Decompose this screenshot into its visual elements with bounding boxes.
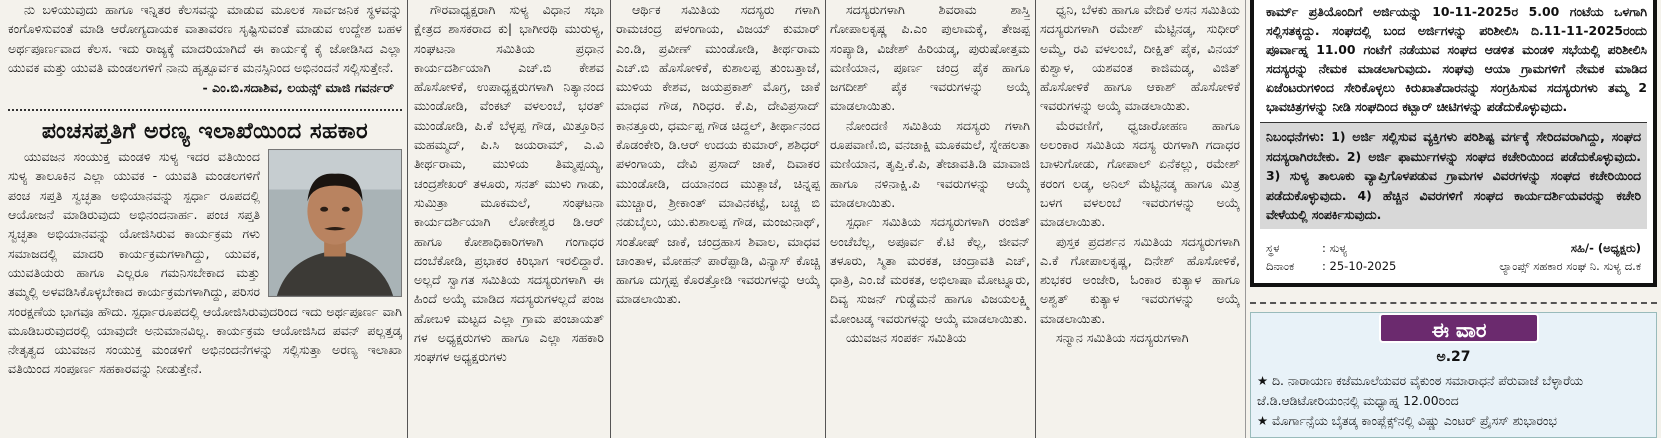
notice-conditions: ನಿಬಂಧನೆಗಳು: 1) ಅರ್ಜಿ ಸಲ್ಲಿಸುವ ವ್ಯಕ್ತಿಗಳು ಪರಿಶಿಷ್ಟ ವರ್ಗಕ್ಕೆ ಸೇರಿದವರಾಗಿದ್ದು, ಸಂಘದ ಸದಸ್ಯರಾಗಿರಬೇಕು. 2) ಅರ್ಜಿ ಫಾರ್ಮುಗಳನ್ನು ಸಂಘದ ಕಚೇರಿಯಿಂದ ಪಡೆದುಕೊಳ್ಳುವುದು. 3) ಸುಳ್ಯ ತಾಲೂಕು ವ್ಯಾಪ್ತಿಗೊಳಪಡುವ ಗ್ರಾಮಗಳ ವಿವರಗಳನ್ನು ಸಂಘದ ಕಚೇರಿಯಿಂದ ಪಡೆದುಕೊಳ್ಳುವುದು. 4) ಹೆಚ್ಚಿನ ವಿವರಗಳಿಗೆ ಸಂಘದ ಕಾರ್ಯದರ್ಶಿಯವರನ್ನು ಕಚೇರಿ ವೇಳೆಯಲ್ಲಿ ಸಂಪರ್ಕಿಸುವುದು. bbox=[1260, 122, 1647, 229]
signature-line: - ಎಂ.ಬಿ.ಸದಾಶಿವ, ಲಯನ್ಸ್ ಮಾಜಿ ಗವರ್ನರ್ bbox=[202, 80, 394, 96]
headline: ಪಂಚಸಪ್ತತಿಗೆ ಅರಣ್ಯ ಇಲಾಖೆಯಿಂದ ಸಹಕಾರ bbox=[41, 119, 369, 145]
article-paragraph: ಸ್ಪರ್ಧಾ ಸಮಿತಿಯ ಸದಸ್ಯರುಗಳಾಗಿ ರಂಜಿತ್ ಅಂಚೆಬೆಲ್ಲ, ಅಪೂರ್ವ ಕೆ.ಟಿ ಕೆಲ್ಲ, ಜೀವನ್ ತಳೂರು, ಸ್ಮಿತಾ ಮರಕತ, ಚಂದ್ರಾವತಿ ಎಚ್, ಧಾತ್ರಿ, ಎಂ.ಜೆ ಮರಕತ, ಅಭಿಲಾಷಾ ಮೋಟ್ನೂರು, ದಿವ್ಯ ಸುಜನ್ ಗುಡ್ಡೆಮನೆ ಹಾಗೂ ವಿಜಯಲಕ್ಷ್ಮಿ ಮೋಂಟಡ್ಕ ಇವರುಗಳನ್ನು ಆಯ್ಕೆ ಮಾಡಲಾಯಿತು. bbox=[830, 214, 1030, 326]
article-paragraph: ನು ಬಳಿಯುವುದು ಹಾಗೂ ಇನ್ನಿತರ ಕೆಲಸವನ್ನು ಮಾಡುವ ಮೂಲಕ ಸಾರ್ವಜನಿಕ ಸ್ಥಳವನ್ನು ಕಂಗೊಳಿಸುವಂತೆ ಮಾಡಿ ಆರೋಗ್ಯದಾಯಕ ವಾತಾವರಣ ಸೃಷ್ಟಿಸುವಂತೆ ಮಾಡುವ ಉದ್ದೇಶ ಬಹಳ ಅರ್ಥಪೂರ್ಣವಾದ ಕೆಲಸ. ಇದು ರಾಜ್ಯಕ್ಕೆ ಮಾದರಿಯಾಗಿದೆ ಈ ಕಾರ್ಯಕ್ಕೆ ಕೈ ಜೋಡಿಸಿದ ಎಲ್ಲಾ ಯುವಕ ಮತ್ತು ಯುವತಿ ಮಂಡಲಗಳಿಗೆ ನಾನು ಹೃತ್ಪೂರ್ವಕ ಮನಸ್ಸಿನಿಂದ ಅಭಿನಂದನೆ ಸಲ್ಲಿಸುತ್ತೇನೆ. bbox=[8, 2, 402, 75]
notice-column bbox=[1250, 0, 1657, 438]
ee-vaara-date: ಅ.27 bbox=[1436, 349, 1471, 365]
article-paragraph: ಆರ್ಥಿಕ ಸಮಿತಿಯ ಸದಸ್ಯರು ಗಳಾಗಿ ರಾಮಚಂದ್ರ ಪಳಂಗಾಯ, ವಿಜಯ್ ಕುಮಾರ್ ಎಂ.ಡಿ, ಪ್ರವೀಣ್ ಮುಂಡೋಡಿ, ತೀರ್ಥರಾಮ ಎಚ್.ಬಿ ಹೊಸೋಳಿಕೆ, ಕುಶಾಲಪ್ಪ ತುಂಬತ್ತಾಜೆ, ಮುಳಿಯ ಕೇಶವ, ಜಯಪ್ರಕಾಶ್ ಮೊಗ್ರ, ಜಾಕೆ ಮಾಧವ ಗೌಡ, ಗಿರಿಧರ. ಕೆ.ಪಿ, ದೇವಿಪ್ರಸಾದ್ ಕಾನತ್ತೂರು, ಧರ್ಮಪ್ಪ ಗೌಡ ಚಿದ್ದಲ್, ತೀರ್ಥಾನಂದ ಕೊಡಂಕೇರಿ, ಡಿ.ಆರ್ ಉದಯ ಕುಮಾರ್, ಶಶಿಧರ್ ಪಳಂಗಾಯ, ದೇವಿ ಪ್ರಸಾದ್ ಜಾಕೆ, ದಿವಾಕರ ಮುಂಡೋಡಿ, ದಯಾನಂದ ಮುತ್ಲಾಜೆ, ಚಿನ್ನಪ್ಪ ಮುಚ್ಚಾರ, ಶ್ರೀಕಾಂತ್ ಮಾವಿನಕಟ್ಟೆ, ಬಚ್ಚ ಬಿ ನಡುಬೈಲು, ಯು.ಕುಶಾಲಪ್ಪ ಗೌಡ, ಮಂಜುನಾಥ್, ಸಂತೋಷ್ ಜಾಕೆ, ಚಂದ್ರಹಾಸ ಶಿವಾಲ, ಮಾಧವ ಚಾಂತಾಳ, ಮೋಹನ್ ಪಾರೆಪ್ಪಾಡಿ, ವಿನ್ಯಾಸ್ ಕೊಚ್ಚಿ ಹಾಗೂ ದುಗ್ಗಪ್ಪ ಕೊರತ್ತೋಡಿ ಇವರುಗಳನ್ನು ಆಯ್ಕೆ ಮಾಡಲಾಯಿತು. bbox=[616, 2, 820, 307]
article-paragraph: ಸದಸ್ಯರುಗಳಾಗಿ ಶಿವರಾಮ ಶಾಸ್ತ್ರಿ ಗೋಪಾಲಕೃಷ್ಣ ಪಿ.ಎಂ ಪುಲಾಮಕ್ಕೆ, ತೇಜಪ್ಪ ಸಂಪ್ಯಾಡಿ, ವಿಜೇಶ್ ಹಿರಿಯಡ್ಕ, ಪುರುಷೋತ್ತಮ ಮಣಿಯಾನ, ಪೂರ್ಣ ಚಂದ್ರ ಪೈಕ ಹಾಗೂ ಜಗದೀಶ್ ಪೈಕ ಇವರುಗಳನ್ನು ಅಯ್ಕೆ ಮಾಡಲಾಯಿತು. bbox=[830, 2, 1030, 114]
article-paragraph: ಯುವಜನ ಸಂಯುಕ್ತ ಮಂಡಳಿ ಸುಳ್ಯ ಇದರ ವತಿಯಿಂದ ಸುಳ್ಯ ತಾಲೂಕಿನ ಎಲ್ಲಾ ಯುವಕ - ಯುವತಿ ಮಂಡಲಗಳಿಗೆ ಪಂಚ ಸಪ್ತತಿ ಸ್ವಚ್ಛತಾ ಅಭಿಯಾನವನ್ನು ಸ್ಪರ್ಧಾ ರೂಪದಲ್ಲಿ ಆಯೋಜನೆ ಮಾಡಿರುವುದು ಅಭಿನಂದನಾರ್ಹ. ಪಂಚ ಸಪ್ತತಿ ಸ್ವಚ್ಛತಾ ಅಭಿಯಾನವನ್ನು ಯೋಜಿಸಿರುವ ಕಾರ್ಯಕ್ರಮ ಗಳು ಸಮಾಜದಲ್ಲಿ ಮಾದರಿ ಕಾರ್ಯಕ್ರಮಗಳಾಗಿದ್ದು, ಯುವಕ, ಯುವತಿಯರು ಹಾಗೂ ಎಲ್ಲರೂ ಗಮನಿಸಬೇಕಾದ ಮತ್ತು ತಮ್ಮಲ್ಲಿ ಅಳವಡಿಸಿಕೊಳ್ಳಬೇಕಾದ ಕಾರ್ಯಕ್ರಮಗಳಾಗಿದ್ದು, ಪರಿಸರ ಸಂರಕ್ಷಣೆಯ ಭಾಗವೂ ಹೌದು. ಸ್ಪರ್ಧಾರೂಪದಲ್ಲಿ ಆಯೋಜಿಸಿರುವುದರಿಂದ ಇದು ಅರ್ಥಪೂರ್ಣ ವಾಗಿ ಮೂಡಿಬರುವುದರಲ್ಲಿ ಯಾವುದೇ ಅನುಮಾನವಿಲ್ಲ. ಕಾರ್ಯಕ್ರಮ ಆಯೋಜಿಸಿದ ಪವನ್ ಪಲ್ಲತ್ತಡ್ಕ ನೇತೃತ್ವದ ಯುವಜನ ಸಂಯುಕ್ತ ಮಂಡಳಿಗೆ ಅಭಿನಂದನೆಗಳನ್ನು ಸಲ್ಲಿಸುತ್ತಾ ಅರಣ್ಯ ಇಲಾಖಾ ವತಿಯಿಂದ ಸಂಪೂರ್ಣ ಸಹಕಾರವನ್ನು ನೀಡುತ್ತೇನೆ. bbox=[8, 149, 402, 377]
ee-vaara-title: ಈ ವಾರ bbox=[1379, 313, 1539, 343]
list-item: ★ ಮೊರ್ಗಾನ್ಸೆಯ ಬೈತಡ್ಕ ಕಾಂಪ್ಲೆಕ್ಸ್‌ನಲ್ಲಿ ವಿಷ್ಣು ಎಂಟರ್ ಪ್ರೈಸಸ್ ಶುಭಾರಂಭ bbox=[1257, 413, 1557, 428]
dashed-divider bbox=[1250, 302, 1657, 304]
column-divider bbox=[407, 0, 408, 438]
ee-vaara-box bbox=[1250, 312, 1657, 438]
ee-vaara-list bbox=[1251, 371, 1656, 431]
article-paragraph: ಯುವಜನ ಸಂಪರ್ಕ ಸಮಿತಿಯ bbox=[846, 330, 967, 346]
article-column-1 bbox=[8, 0, 402, 438]
article-paragraph: ಮೆರವಣಿಗೆ, ಧ್ವಜಾರೋಹಣ ಹಾಗೂ ಅಲಂಕಾರ ಸಮಿತಿಯ ಸದಸ್ಯ ರುಗಳಾಗಿ ಗದಾಧರ ಬಾಳುಗೋಡು, ಗೋಪಾಲ್ ಏನೆಕಲ್ಲು, ರಮೇಶ್ ಕರಂಗ ಲಡ್ಕ, ಅನಿಲ್ ಮೆಟ್ಟಿನಡ್ಕ ಹಾಗೂ ಮಿತ್ರ ಬಳಗ ವಳಲಂಬೆ ಇವರುಗಳನ್ನು ಅಯ್ಕೆ ಮಾಡಲಾಯಿತು. bbox=[1040, 117, 1240, 230]
article-paragraph: ಸನ್ಮಾನ ಸಮಿತಿಯ ಸದಸ್ಯರುಗಳಾಗಿ bbox=[1056, 330, 1189, 346]
article-column-5 bbox=[1040, 0, 1240, 438]
article-column-4 bbox=[830, 0, 1030, 438]
column-divider bbox=[1245, 0, 1246, 438]
notice-box bbox=[1250, 0, 1657, 287]
column-divider bbox=[610, 0, 611, 438]
notice-text: ಕಾರ್ಮ್ ಪ್ರತಿಯೊಂದಿಗೆ ಅರ್ಜಿಯನ್ನು 10-11-2025ರ 5.00 ಗಂಟೆಯ ಒಳಗಾಗಿ ಸಲ್ಲಿಸತಕ್ಕದ್ದು. ಸಂಘದಲ್ಲಿ ಬಂದ ಅರ್ಜಿಗಳನ್ನು ಪರಿಶೀಲಿಸಿ ದಿ.11-11-2025ರಂದು ಪೂರ್ವಾಹ್ನ 11.00 ಗಂಟೆಗೆ ನಡೆಯುವ ಸಂಘದ ಆಡಳಿತ ಮಂಡಳಿ ಸಭೆಯಲ್ಲಿ ಪರಿಶೀಲಿಸಿ ಸದಸ್ಯರನ್ನು ನೇಮಕ ಮಾಡಲಾಗುವುದು. ಸಂಘವು ಆಯಾ ಗ್ರಾಮಗಳಿಗೆ ನೇಮಕ ಮಾಡಿದ ಏಜೆಂಟರುಗಳಿಂದ ಸೇರಿಕೊಳ್ಳಲು ಕಿರುಖಾತೆದಾರನನ್ನು ಸಂಗ್ರಹಿಸುವ ಸದಸ್ಯರುಗಳು ತಮ್ಮ 2 ಭಾವಚಿತ್ರಗಳನ್ನು ನೀಡಿ ಸಂಘದಿಂದ ಕಟ್ಬಾರ್ ಚೀಟಿಗಳನ್ನು ಪಡೆದುಕೊಳ್ಳುವುದು. bbox=[1266, 4, 1647, 114]
place-value: : ಸುಳ್ಯ bbox=[1322, 240, 1348, 255]
portrait-photo bbox=[268, 149, 402, 297]
column-divider bbox=[825, 0, 826, 438]
article-paragraph: ಗೌರವಾಧ್ಯಕ್ಷರಾಗಿ ಸುಳ್ಯ ವಿಧಾನ ಸಭಾ ಕ್ಷೇತ್ರದ ಶಾಸಕರಾದ ಕು| ಭಾಗೀರಥಿ ಮುರುಳ್ಯ, ಸಂಘಟನಾ ಸಮಿತಿಯ ಪ್ರಧಾನ ಕಾರ್ಯದರ್ಶಿಯಾಗಿ ಎಚ್.ಬಿ ಕೇಶವ ಹೊಸೋಳಿಕೆ, ಉಪಾಧ್ಯಕ್ಷರುಗಳಾಗಿ ನಿತ್ಯಾನಂದ ಮುಂಡೋಡಿ, ವೆಂಕಟ್ ವಳಲಂಬೆ, ಭರತ್ ಮುಂಡೋಡಿ, ಪಿ.ಕೆ ಬೆಳ್ಳಪ್ಪ ಗೌಡ, ಮಿತ್ತೂರಿನ ಮಹಮ್ಮದ್, ಪಿ.ಸಿ ಜಯರಾಮ್, ಎ.ವಿ ತೀರ್ಥರಾಮ, ಮುಳಿಯ ತಿಮ್ಮಪ್ಪಯ್ಯ, ಚಂದ್ರಶೇಖರ್ ತಳೂರು, ಸನತ್ ಮುಳು ಗಾಡು, ಸುಮಿತ್ರಾ ಮೂಕಮಲೆ, ಸಂಘಟನಾ ಕಾರ್ಯದರ್ಶಿಯಾಗಿ ಲೋಕೇಶ್ವರ ಡಿ.ಆರ್ ಹಾಗೂ ಕೋಶಾಧಿಕಾರಿಗಳಾಗಿ ಗಂಗಾಧರ ದಂಬೆಕೋಡಿ, ಪ್ರಭಾಕರ ಕಿರಿಭಾಗ ಇರಲಿದ್ದಾರೆ. ಅಲ್ಲದೆ ಸ್ವಾಗತ ಸಮಿತಿಯ ಸದಸ್ಯರುಗಳಾಗಿ ಈ ಹಿಂದೆ ಅಯ್ಕೆ ಮಾಡಿದ ಸದಸ್ಯರುಗಳಲ್ಲದೆ ಪಂಜ ಹೋಬಳಿ ಮಟ್ಟದ ಎಲ್ಲಾ ಗ್ರಾಮ ಪಂಚಾಯತ್ ಗಳ ಅಧ್ಯಕ್ಷರುಗಳು ಹಾಗೂ ಎಲ್ಲಾ ಸಹಕಾರಿ ಸಂಘಗಳ ಅಧ್ಯಕ್ಷರುಗಳು bbox=[414, 2, 604, 365]
signature-title: ಸಹಿ/- (ಅಧ್ಯಕ್ಷರು) bbox=[1570, 240, 1641, 255]
date-label: ದಿನಾಂಕ bbox=[1266, 258, 1295, 273]
place-label: ಸ್ಥಳ bbox=[1266, 240, 1280, 255]
organization-name: ಲ್ಯಾಂಪ್ಸ್ ಸಹಕಾರ ಸಂಘ ನಿ. ಸುಳ್ಯ ದ.ಕ bbox=[1499, 258, 1641, 273]
date-value: : 25-10-2025 bbox=[1322, 258, 1397, 273]
article-paragraph: ನೋಂದಣಿ ಸಮಿತಿಯ ಸದಸ್ಯರು ಗಳಾಗಿ ರೂಪವಾಣಿ.ಬಿ, ವನಜಾಕ್ಷಿ ಮೂಕಮಲೆ, ಸ್ನೇಹಲತಾ ಮಣಿಯಾನ, ತೃಪ್ತಿ.ಕೆ.ಪಿ, ತೇಜಾವತಿ.ಡಿ ಮಾವಾಜಿ ಹಾಗೂ ನಳಿನಾಕ್ಷಿ.ಪಿ ಇವರುಗಳನ್ನು ಆಯ್ಕೆ ಮಾಡಲಾಯಿತು. bbox=[830, 117, 1030, 210]
article-paragraph: ಧ್ವನಿ, ಬೆಳಕು ಹಾಗೂ ವೇದಿಕೆ ಅಸನ ಸಮಿತಿಯ ಸದಸ್ಯರುಗಳಾಗಿ ರಮೇಶ್ ಮೆಟ್ಟಿನಡ್ಕ, ಸುಧೀರ್ ಅಮ್ಮೆ, ರವಿ ವಳಲಂಬೆ, ದೀಕ್ಷಿತ್ ಪೈಕ, ವಿನಯ್ ಕುಶ್ವಾಳ, ಯಶವಂತ ಕಾಜಿಮಡ್ಕ, ವಿಜಿತ್ ಹೊಸೋಳಿಕೆ ಹಾಗೂ ಆಕಾಶ್ ಹೊಸೋಳಿಕೆ ಇವರುಗಳನ್ನು ಅಯ್ಕೆ ಮಾಡಲಾಯಿತು. bbox=[1040, 2, 1240, 114]
article-column-3 bbox=[616, 0, 820, 438]
article-column-2 bbox=[414, 0, 604, 438]
headline-box bbox=[8, 109, 402, 147]
list-item: ★ ದಿ. ನಾರಾಯಣ ಕಜೆಮೂಲೆಯವರ ವೈಕುಂಠ ಸಮಾರಾಧನೆ ಪೆರುವಾಜೆ ಬೆಳ್ಳಾರೆಯ ಜೆ.ಡಿ.ಆಡಿಟೋರಿಯಂನಲ್ಲಿ ಮಧ್ಯಾಹ್ನ 12.00ರಿಂದ bbox=[1257, 373, 1584, 408]
person-photo-icon bbox=[269, 150, 401, 296]
notice-footer bbox=[1254, 231, 1653, 283]
article-paragraph: ಪುಸ್ತಕ ಪ್ರದರ್ಶನ ಸಮಿತಿಯ ಸದಸ್ಯರುಗಳಾಗಿ ಎ.ಕೆ ಗೋಪಾಲಕೃಷ್ಣ, ದಿನೇಶ್ ಹೊಸೋಳಿಕೆ, ಶುಭಕರ ಅಂಜೇರಿ, ಓಂಕಾರ ಕುತ್ಯಾಳ ಹಾಗೂ ಅಶ್ವತ್ ಕುತ್ಯಾಳ ಇವರುಗಳನ್ನು ಅಯ್ಕೆ ಮಾಡಲಾಯಿತು. bbox=[1040, 233, 1240, 326]
column-divider bbox=[1035, 0, 1036, 438]
